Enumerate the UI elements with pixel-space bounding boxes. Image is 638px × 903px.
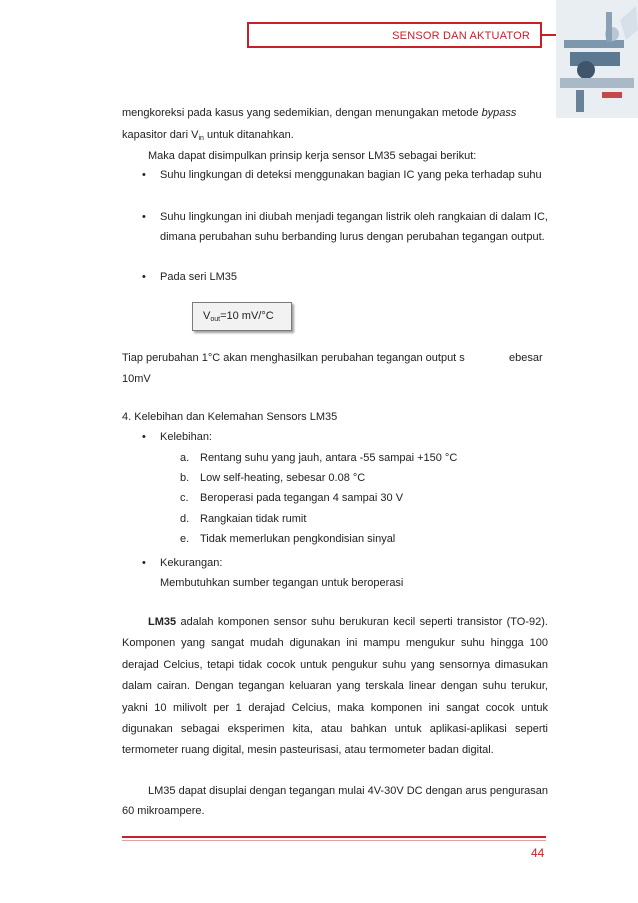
footer-rule-thin: [122, 840, 546, 841]
point-1: Suhu lingkungan di deteksi menggunakan bagian IC yang peka terhadap suhu: [160, 169, 542, 181]
change-text: Tiap perubahan 1°C akan menghasilkan perubahan tegangan output s: [122, 352, 465, 364]
paragraph-lm35: [122, 612, 548, 762]
bullet-3: •: [142, 271, 146, 283]
lm35-description: adalah komponen sensor suhu berukuran kecil seperti transistor (TO-92). Komponen yang sangat mudah digunakan ini mampu mengukur suhu hingga 100 derajad Celcius, tetapi tidak cocok untuk pengukur suhu yang sensornya dimasukan dalam cairan. Dengan tegangan keluaran yang terskala linear dengan suhu terukur, yakni 10 milivolt per 1 derajad Celcius, maka komponen ini sangat cocok untuk digunakan sebagai eksperimen kita, atau bahkan untuk aplikasi-aplikasi seperti termometer ruang digital, mesin pasteurisasi, atau termometer badan digital.: [122, 616, 548, 757]
adv-item-d: Rangkaian tidak rumit: [200, 513, 307, 525]
intro-text: mengkoreksi pada kasus yang sedemikian, dengan menungakan metode: [122, 107, 482, 119]
point-3: Pada seri LM35: [160, 271, 238, 283]
formula-sub: out: [210, 316, 221, 323]
lm35-bold: LM35: [148, 616, 177, 628]
formula-v: V: [203, 310, 211, 322]
header-photo: [556, 0, 638, 118]
adv-item-b: Low self-heating, sebesar 0.08 °C: [200, 472, 366, 484]
page-number: 44: [531, 846, 545, 860]
header-title: SENSOR DAN AKTUATOR: [392, 30, 530, 42]
adv-letter-d: d.: [180, 513, 190, 525]
intro-line2-text: kapasitor dari V: [122, 129, 199, 141]
change-line: [122, 348, 548, 368]
formula-box: [192, 302, 292, 331]
adv-letter-c: c.: [180, 492, 189, 504]
disadvantages-label: Kekurangan:: [160, 557, 223, 569]
adv-letter-e: e.: [180, 533, 190, 545]
disadvantage-text: Membutuhkan sumber tegangan untuk beroperasi: [160, 577, 404, 589]
intro-line2-end: untuk ditanahkan.: [203, 129, 294, 141]
intro-subscript: in: [198, 135, 204, 142]
bullet-2: •: [142, 211, 146, 223]
industrial-equipment-image: [556, 0, 638, 118]
footer-rule: [122, 836, 546, 838]
paragraph-supply: LM35 dapat disuplai dengan tegangan mulai 4V-30V DC dengan arus pengurasan 60 mikroampere.: [122, 785, 548, 817]
change-line-2: 10mV: [122, 373, 151, 385]
change-text-end: ebesar: [509, 352, 543, 364]
adv-letter-a: a.: [180, 452, 190, 464]
bullet-adv: •: [142, 431, 146, 443]
adv-item-e: Tidak memerlukan pengkondisian sinyal: [200, 533, 396, 545]
formula-value: =10 mV/°C: [220, 310, 274, 322]
adv-letter-b: b.: [180, 472, 190, 484]
adv-item-c: Beroperasi pada tegangan 4 sampai 30 V: [200, 492, 404, 504]
point-2: Suhu lingkungan ini diubah menjadi tegangan listrik oleh rangkaian di dalam IC, dimana perubahan suhu berbanding lurus dengan perubahan tegangan output.: [160, 211, 548, 243]
intro-line-1: [122, 103, 548, 123]
adv-item-a: Rentang suhu yang jauh, antara -55 sampai +150 °C: [200, 452, 458, 464]
header-banner: [247, 22, 542, 48]
intro-italic: bypass: [481, 107, 517, 119]
bullet-1: •: [142, 169, 146, 181]
conclusion-text: Maka dapat disimpulkan prinsip kerja sensor LM35 sebagai berikut:: [148, 150, 477, 162]
advantages-label: Kelebihan:: [160, 431, 212, 443]
section-title: 4. Kelebihan dan Kelemahan Sensors LM35: [122, 411, 338, 423]
bullet-dis: •: [142, 557, 146, 569]
